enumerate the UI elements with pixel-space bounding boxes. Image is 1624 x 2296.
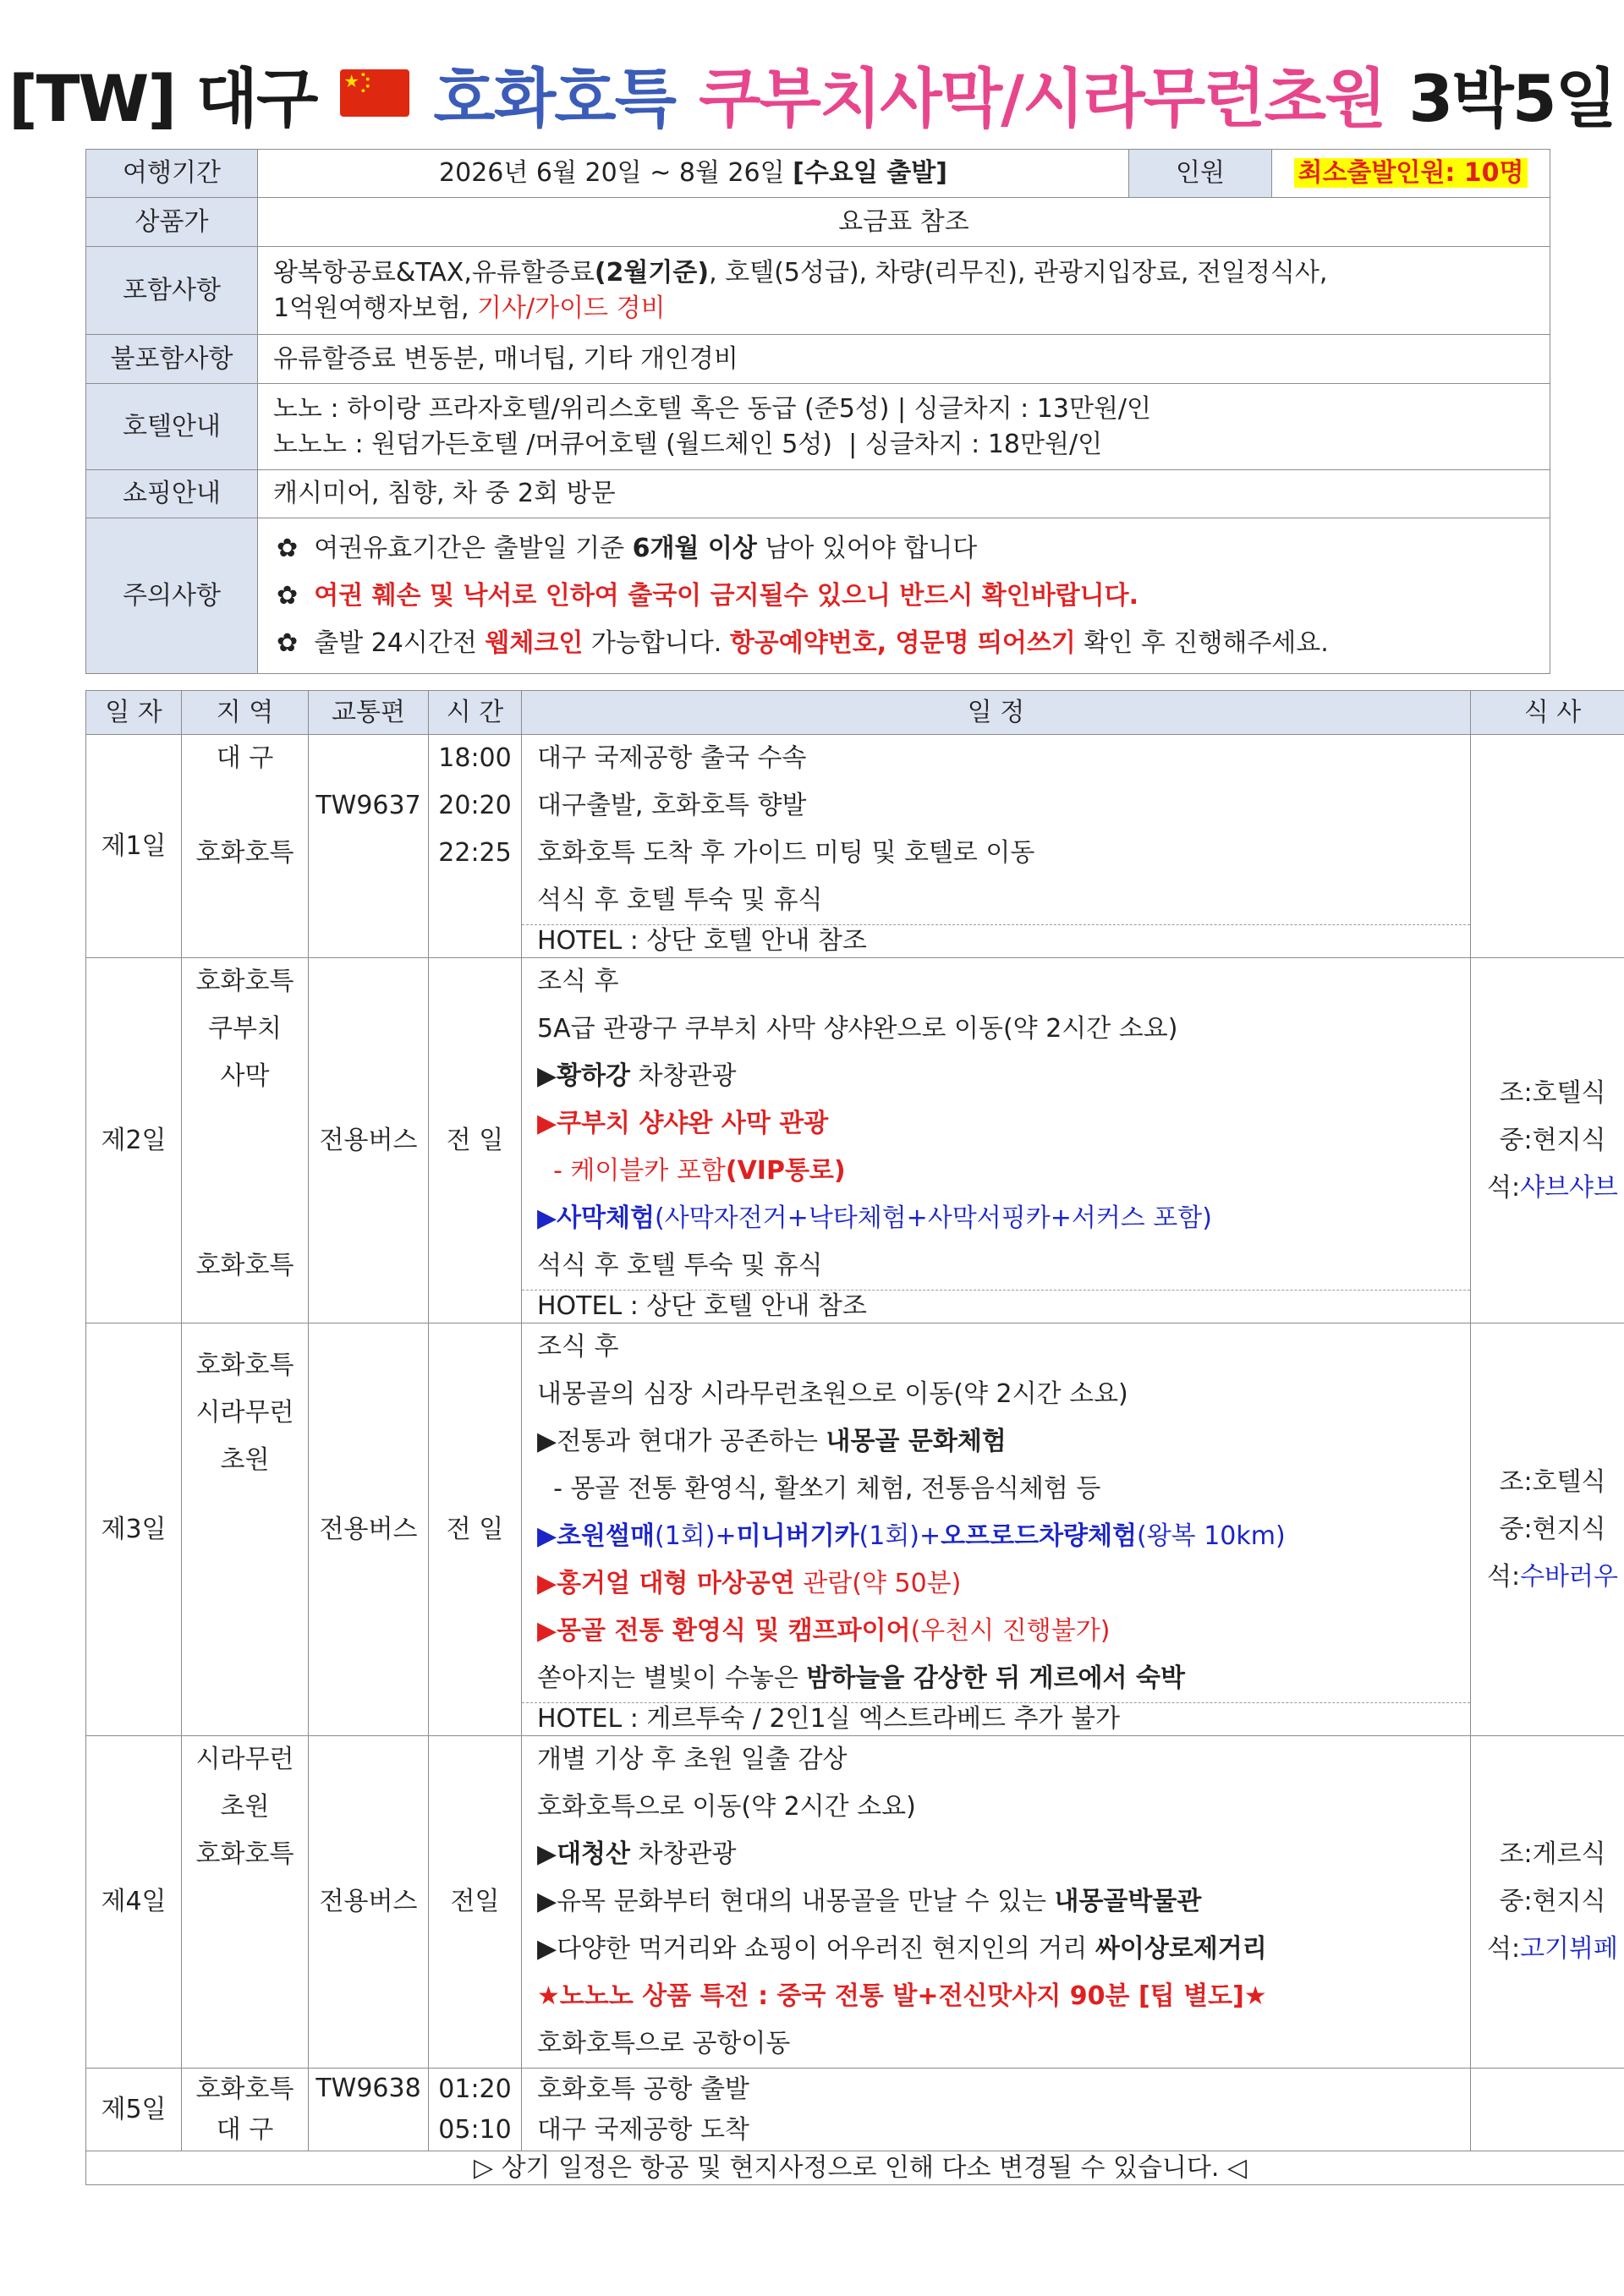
region-cell: 호화호특 쿠부치 사막 호화호특	[182, 958, 309, 1323]
hotel-note: HOTEL : 게르투숙 / 2인1실 엑스트라베드 추가 불가	[522, 1702, 1470, 1735]
day-label: 제4일	[86, 1736, 182, 2069]
region-cell: 시라무런 초원 호화호특	[182, 1736, 309, 2069]
time-cell: 전 일	[429, 958, 522, 1323]
people-label: 인원	[1129, 150, 1272, 198]
itinerary-cell: 조식 후 내몽골의 심장 시라무런초원으로 이동(약 2시간 소요) ▶전통과 현대가 공존하는 내몽골 문화체험 - 몽골 전통 환영식, 활쏘기 체험, 전통음식체험 등 ▶초원썰매(1회)+미니버기카(1회)+오프로드차량체험(왕복 10km) ▶홍거얼 대형 마상공연 관람(약 50분) ▶몽골 전통 환영식 및 캠프파이어(우천시 진행불가) 쏟아지는 별빛이 수놓은 밤하늘을 감상한 뒤 게르에서 숙박 HOTEL : 게르투숙 / 2인1실 엑스트라베드 추가 불가	[522, 1323, 1471, 1736]
hotel-value	[258, 384, 1550, 470]
include-label: 포함사항	[86, 247, 258, 335]
col-region: 지 역	[182, 691, 309, 735]
notice-label: 주의사항	[86, 518, 258, 674]
day-row	[86, 2069, 1624, 2151]
transport-cell: 전용버스	[309, 1323, 429, 1736]
exclude-label: 불포함사항	[86, 335, 258, 384]
include-value: 왕복항공료&TAX,유류할증료(2월기준), 호텔(5성급), 차량(리무진), 관광지입장료, 전일정식사, 1억원여행자보험, 기사/가이드 경비	[258, 247, 1550, 335]
hotel-option-nono: 노노 : 하이랑 프라자호텔/위리스호텔 혹은 동급 (준5성) | 싱글차지 : 13만원/인	[273, 393, 1152, 424]
hotel-note: HOTEL : 상단 호텔 안내 참조	[522, 924, 1470, 957]
itinerary-cell: 호화호특 공항 출발 대구 국제공항 도착	[522, 2069, 1471, 2151]
time-cell: 18:00 20:20 22:25	[429, 735, 522, 958]
transport-cell: 전용버스	[309, 1736, 429, 2069]
min-people: 최소출발인원: 10명	[1272, 150, 1550, 198]
itinerary-cell: 개별 기상 후 초원 일출 감상 호화호특으로 이동(약 2시간 소요) ▶대청산 차창관광 ▶유목 문화부터 현대의 내몽골을 만날 수 있는 내몽골박물관 ▶다양한 먹거리와 쇼핑이 어우러진 현지인의 거리 싸이상로제거리 ★노노노 상품 특전 : 중국 전통 발+전신맛사지 90분 [팁 별도]★ 호화호특으로 공항이동	[522, 1736, 1471, 2069]
time-cell: 전 일	[429, 1323, 522, 1736]
flower-bullet-icon: ✿	[277, 533, 299, 563]
hotel-option-nononono: 노노노 : 원덤가든호텔 /머큐어호텔 (월드체인 5성) | 싱글차지 : 18만원/인	[273, 429, 1103, 459]
region-cell: 호화호특 시라무런 초원	[182, 1323, 309, 1736]
title-route: [TW] 대구	[8, 60, 317, 136]
title-city: 호화호특	[433, 60, 676, 136]
time-cell: 01:20 05:10	[429, 2069, 522, 2151]
price-value: 요금표 참조	[258, 198, 1550, 247]
meal-cell: 조:호텔식 중:현지식 석:수바러우	[1471, 1323, 1624, 1736]
page-title	[0, 47, 1624, 140]
schedule-table	[85, 690, 1624, 2185]
period-label: 여행기간	[86, 150, 258, 198]
notice-value: ✿ 여권유효기간은 출발일 기준 6개월 이상 남아 있어야 합니다 ✿ 여권 훼손 및 낙서로 인하여 출국이 금지될수 있으니 반드시 확인바랍니다. ✿ 출발 24시간전 웹체크인 가능합니다. 항공예약번호, 영문명 띄어쓰기 확인 후 진행해주세요.	[258, 518, 1550, 674]
day-label: 제2일	[86, 958, 182, 1323]
flower-bullet-icon: ✿	[277, 627, 299, 658]
time-cell: 전일	[429, 1736, 522, 2069]
flower-bullet-icon: ✿	[277, 580, 299, 611]
col-meal: 식 사	[1471, 691, 1624, 735]
hotel-note: HOTEL : 상단 호텔 안내 참조	[522, 1290, 1470, 1323]
meal-cell	[1471, 735, 1624, 958]
meal-cell	[1471, 2069, 1624, 2151]
day-label: 제5일	[86, 2069, 182, 2151]
china-flag-icon	[340, 69, 409, 117]
itinerary-cell: 조식 후 5A급 관광구 쿠부치 사막 샹샤완으로 이동(약 2시간 소요) ▶황하강 차창관광 ▶쿠부치 샹샤완 사막 관광 - 케이블카 포함(VIP통로) ▶사막체험(사막자전거+낙타체험+사막서핑카+서커스 포함) 석식 후 호텔 투숙 및 휴식 HOTEL : 상단 호텔 안내 참조	[522, 958, 1471, 1323]
transport-cell: TW9638	[309, 2069, 429, 2151]
shop-value: 캐시미어, 침향, 차 중 2회 방문	[258, 470, 1550, 518]
col-transport: 교통편	[309, 691, 429, 735]
hotel-label: 호텔안내	[86, 384, 258, 470]
col-time: 시 간	[429, 691, 522, 735]
day-label: 제3일	[86, 1323, 182, 1736]
region-cell: 대 구 호화호특	[182, 735, 309, 958]
title-destinations: 쿠부치사막/시라무런초원	[699, 60, 1385, 136]
itinerary-cell: 대구 국제공항 출국 수속 대구출발, 호화호특 향발 호화호특 도착 후 가이드 미팅 및 호텔로 이동 석식 후 호텔 투숙 및 휴식 HOTEL : 상단 호텔 안내 참조	[522, 735, 1471, 958]
meal-cell: 조:게르식 중:현지식 석:고기뷔페	[1471, 1736, 1624, 2069]
col-itinerary: 일 정	[522, 691, 1471, 735]
price-label: 상품가	[86, 198, 258, 247]
transport-cell: TW9637	[309, 735, 429, 958]
transport-cell: 전용버스	[309, 958, 429, 1323]
day-row	[86, 1323, 1624, 1736]
day-label: 제1일	[86, 735, 182, 958]
region-cell: 호화호특 대 구	[182, 2069, 309, 2151]
shop-label: 쇼핑안내	[86, 470, 258, 518]
exclude-value: 유류할증료 변동분, 매너팁, 기타 개인경비	[258, 335, 1550, 384]
day-row	[86, 1736, 1624, 2069]
period-value: 2026년 6월 20일 ~ 8월 26일 [수요일 출발]	[258, 150, 1129, 198]
title-duration: 3박5일	[1408, 60, 1616, 136]
schedule-footer-note: ▷ 상기 일정은 항공 및 현지사정으로 인해 다소 변경될 수 있습니다. ◁	[86, 2151, 1624, 2185]
info-table	[85, 149, 1550, 674]
day-row	[86, 958, 1624, 1323]
meal-cell: 조:호텔식 중:현지식 석:샤브샤브	[1471, 958, 1624, 1323]
col-day: 일 자	[86, 691, 182, 735]
day-row	[86, 735, 1624, 958]
